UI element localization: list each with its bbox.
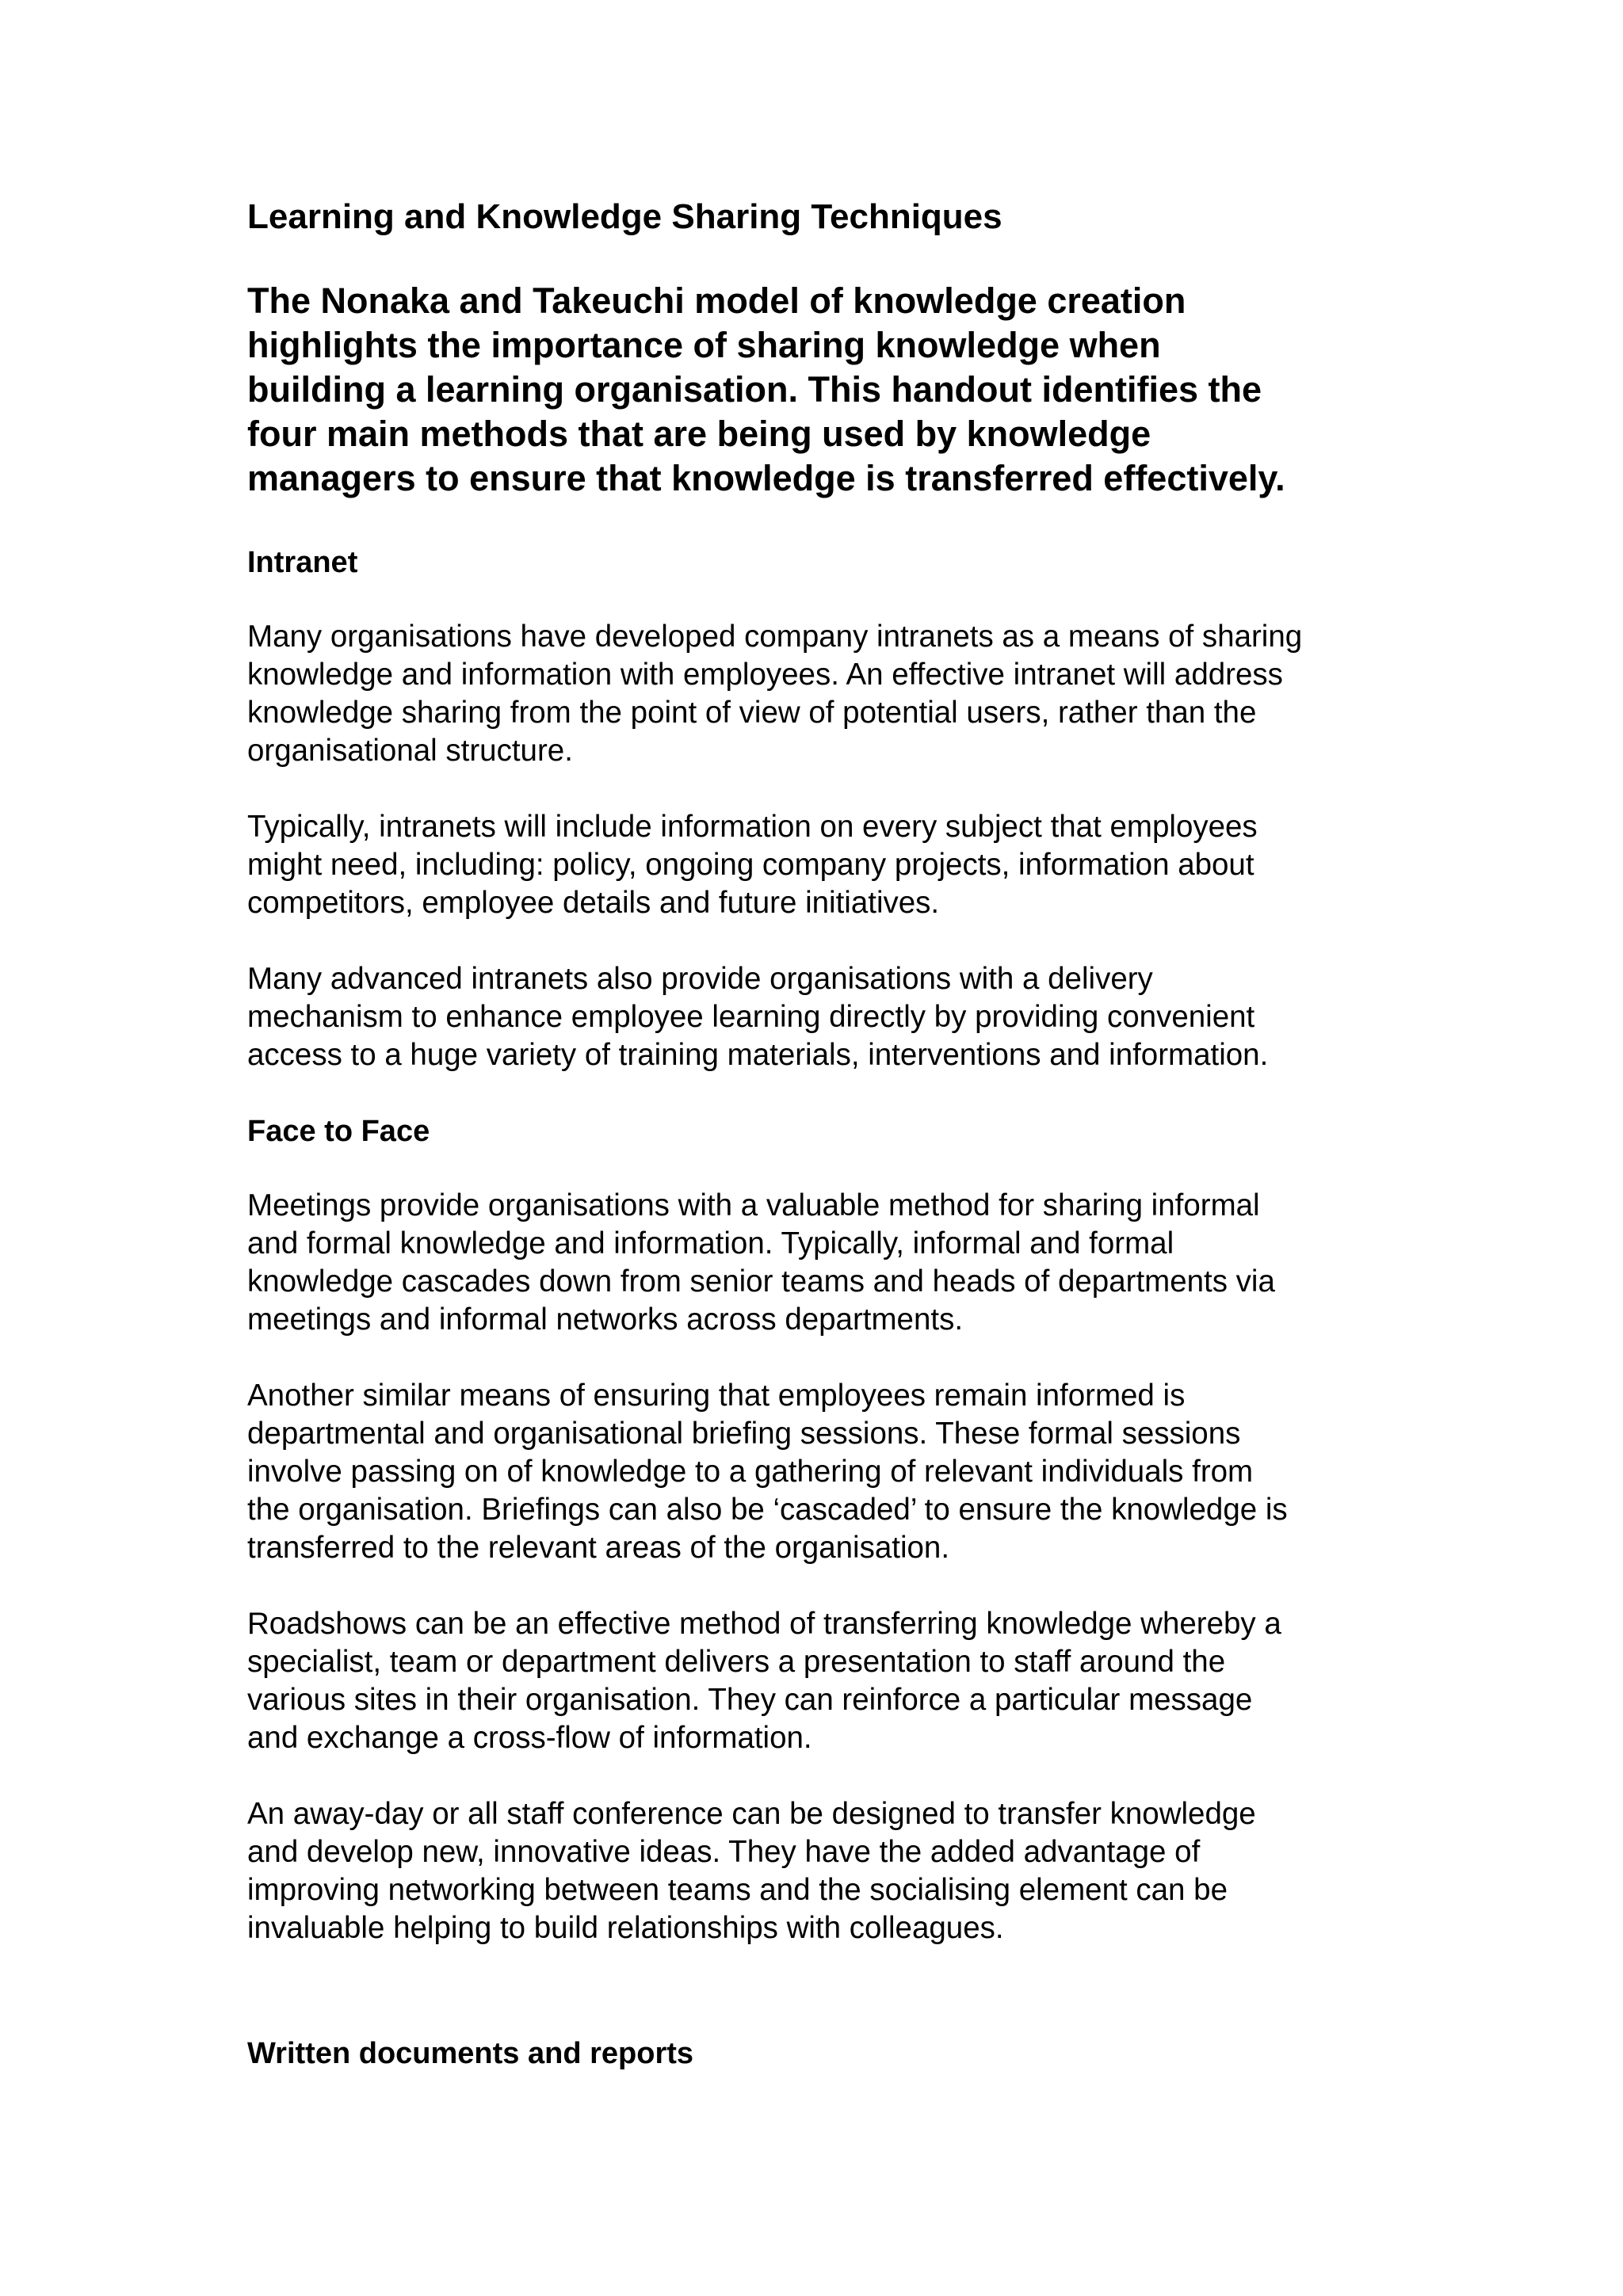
- text-line: might need, including: policy, ongoing company projects, information about: [247, 848, 1254, 882]
- intro-line: managers to ensure that knowledge is transferred effectively.: [247, 458, 1285, 498]
- text-line: Meetings provide organisations with a valuable method for sharing informal: [247, 1188, 1260, 1222]
- text-line: involve passing on of knowledge to a gathering of relevant individuals from: [247, 1455, 1254, 1489]
- text-line: meetings and informal networks across departments.: [247, 1302, 964, 1337]
- text-line: access to a huge variety of training materials, interventions and information.: [247, 1038, 1269, 1072]
- text-line: Another similar means of ensuring that employees remain informed is: [247, 1379, 1186, 1413]
- section-heading: Face to Face: [247, 1115, 430, 1148]
- paragraph: [247, 808, 1420, 922]
- section-face-to-face: [247, 1112, 1420, 1947]
- text-line: knowledge sharing from the point of view of potential users, rather than the: [247, 696, 1257, 730]
- document-page: [247, 195, 1420, 2109]
- intro-line: highlights the importance of sharing knowledge when: [247, 325, 1161, 365]
- text-line: Typically, intranets will include information on every subject that employees: [247, 810, 1258, 844]
- section-heading: Intranet: [247, 546, 358, 579]
- paragraph: [247, 618, 1420, 770]
- paragraph: [247, 1605, 1420, 1757]
- text-line: transferred to the relevant areas of the organisation.: [247, 1531, 950, 1565]
- text-line: Many advanced intranets also provide organisations with a delivery: [247, 962, 1153, 996]
- intro-line: The Nonaka and Takeuchi model of knowledge creation: [247, 280, 1186, 321]
- intro-line: building a learning organisation. This handout identifies the: [247, 369, 1262, 410]
- text-line: specialist, team or department delivers a presentation to staff around the: [247, 1645, 1226, 1679]
- text-line: mechanism to enhance employee learning directly by providing convenient: [247, 1000, 1255, 1034]
- text-line: and exchange a cross-flow of information.: [247, 1721, 812, 1755]
- intro-line: four main methods that are being used by knowledge: [247, 414, 1151, 454]
- text-line: departmental and organisational briefing sessions. These formal sessions: [247, 1417, 1241, 1451]
- text-line: organisational structure.: [247, 734, 573, 768]
- intro-paragraph: [247, 279, 1420, 501]
- section-intranet: [247, 543, 1420, 1074]
- paragraph: [247, 960, 1420, 1074]
- section-heading-written-documents: Written documents and reports: [247, 2037, 694, 2070]
- paragraph: [247, 1377, 1420, 1567]
- text-line: various sites in their organisation. They can reinforce a particular message: [247, 1683, 1253, 1717]
- text-line: Many organisations have developed company intranets as a means of sharing: [247, 620, 1303, 654]
- text-line: and develop new, innovative ideas. They have the added advantage of: [247, 1835, 1201, 1869]
- text-line: the organisation. Briefings can also be ‘cascaded’ to ensure the knowledge is: [247, 1493, 1288, 1527]
- text-line: knowledge and information with employees. An effective intranet will address: [247, 658, 1283, 692]
- text-line: Roadshows can be an effective method of transferring knowledge whereby a: [247, 1607, 1281, 1641]
- text-line: improving networking between teams and the socialising element can be: [247, 1873, 1228, 1907]
- text-line: and formal knowledge and information. Typically, informal and formal: [247, 1226, 1174, 1261]
- paragraph: [247, 1187, 1420, 1339]
- text-line: An away-day or all staff conference can be designed to transfer knowledge: [247, 1797, 1256, 1831]
- text-line: invaluable helping to build relationships with colleagues.: [247, 1911, 1004, 1945]
- text-line: knowledge cascades down from senior teams and heads of departments via: [247, 1264, 1275, 1299]
- text-line: competitors, employee details and future initiatives.: [247, 886, 940, 920]
- paragraph: [247, 1795, 1420, 1947]
- document-title: Learning and Knowledge Sharing Techniques: [247, 197, 1002, 236]
